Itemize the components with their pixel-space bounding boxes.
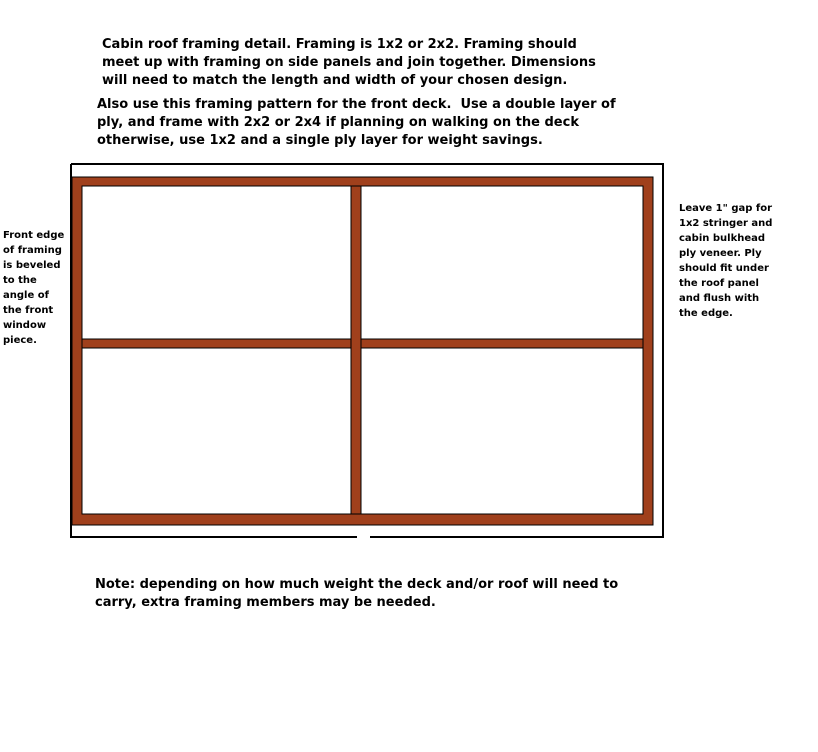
horizontal-stringer-right — [361, 339, 643, 348]
deck-framing-description: Also use this framing pattern for the front deck. Use a double layer of ply, and frame with 2x2 or 2x4 if planning on walking on the deck otherwise, use 1x2 and a single ply layer for weight savings. — [97, 97, 616, 148]
horizontal-stringer-left — [82, 339, 351, 348]
vertical-stringer — [351, 186, 361, 514]
gap-note: Leave 1" gap for 1x2 stringer and cabin bulkhead ply veneer. Ply should fit under the roof panel and flush with the edge. — [679, 203, 773, 319]
extra-framing-note: Note: depending on how much weight the deck and/or roof will need to carry, extra framing members may be needed. — [95, 577, 619, 610]
front-edge-note: Front edge of framing is beveled to the angle of the front window piece. — [3, 230, 65, 346]
roof-framing-description: Cabin roof framing detail. Framing is 1x2 or 2x2. Framing should meet up with framing on side panels and join together. Dimensions will need to match the length and width of your chosen design. — [102, 37, 596, 88]
roof-panel-outline — [71, 164, 663, 537]
outer-frame — [72, 177, 653, 525]
